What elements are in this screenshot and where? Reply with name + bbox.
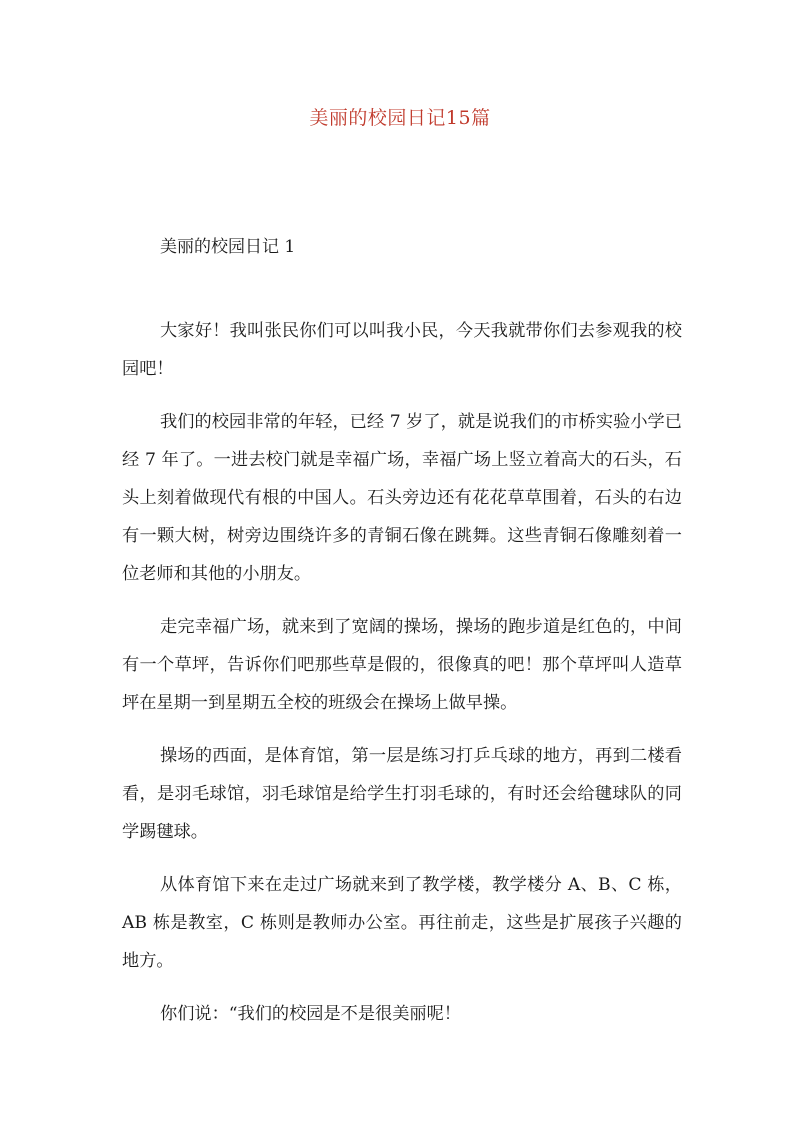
paragraph: 你们说：“我们的校园是不是很美丽呢！ xyxy=(160,1004,461,1024)
document-body xyxy=(122,312,682,1048)
paragraph: 从体育馆下来在走过广场就来到了教学楼，教学楼分 A、B、C 栋，AB 栋是教室，C 栋则是教师办公室。再往前走，这些是扩展孩子兴趣的地方。 xyxy=(122,875,682,971)
paragraph: 走完幸福广场，就来到了宽阔的操场，操场的跑步道是红色的，中间有一个草坪，告诉你们吧那些草是假的，很像真的吧！那个草坪叫人造草坪在星期一到星期五全校的班级会在操场上做早操。 xyxy=(122,617,682,713)
paragraph: 操场的西面，是体育馆，第一层是练习打乒乓球的地方，再到二楼看看，是羽毛球馆，羽毛球馆是给学生打羽毛球的，有时还会给毽球队的同学踢毽球。 xyxy=(122,746,682,842)
paragraph: 大家好！我叫张民你们可以叫我小民，今天我就带你们去参观我的校园吧！ xyxy=(122,321,682,379)
document-title: 美丽的校园日记15篇 xyxy=(309,107,491,129)
paragraph: 我们的校园非常的年轻，已经 7 岁了，就是说我们的市桥实验小学已经 7 年了。一进去校门就是幸福广场，幸福广场上竖立着高大的石头，石头上刻着做现代有根的中国人。石头旁边还有花花草草围着，石头的右边有一颗大树，树旁边围绕许多的青铜石像在跳舞。这些青铜石像雕刻着一位老师和其他的小朋友。 xyxy=(122,412,682,584)
section-heading: 美丽的校园日记 1 xyxy=(160,237,296,257)
